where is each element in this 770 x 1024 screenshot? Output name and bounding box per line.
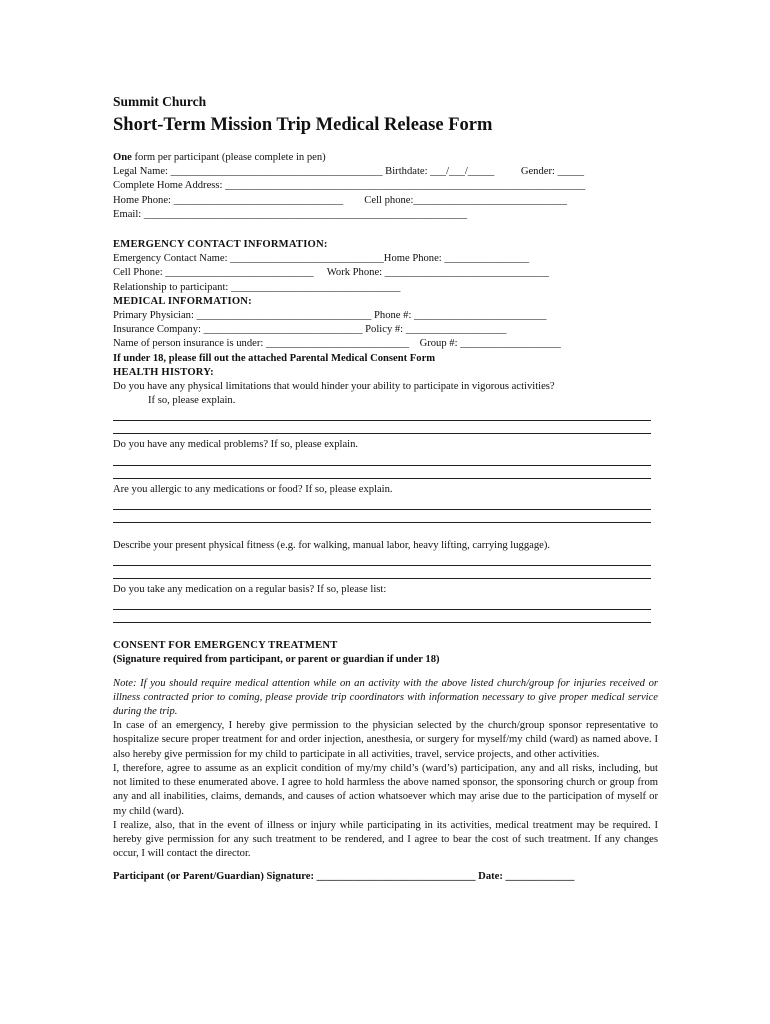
answer-line[interactable] [113,597,651,610]
answer-line[interactable] [113,510,651,523]
answer-line[interactable] [113,497,651,510]
form-title: Short-Term Mission Trip Medical Release Form [113,115,493,135]
answer-line[interactable] [113,408,651,421]
question-fitness: Describe your present physical fitness (e.g. for walking, manual labor, heavy lifting, carrying luggage). [113,539,551,551]
physician-field[interactable]: Primary Physician: _________________________________ Phone #: _________________________ [113,310,547,322]
signature-field[interactable]: Participant (or Parent/Guardian) Signature: ______________________________ Date: _____________ [113,871,575,883]
insurance-field[interactable]: Insurance Company: ______________________________ Policy #: ___________________ [113,324,507,336]
org-name: Summit Church [113,94,207,109]
consent-note: Note: If you should require medical attention while on an activity with the above listed church/group for injuries received or illness contracted prior to coming, please provide trip coordinators with information necessary to give proper medical service during the trip. [113,677,658,718]
medical-release-form [113,93,658,885]
question-medication: Do you take any medication on a regular basis? If so, please list: [113,584,387,596]
question-medical-problems: Do you have any medical problems? If so, please explain. [113,439,359,451]
intro-bold: One [113,152,132,163]
answer-line[interactable] [113,553,651,566]
intro-line [113,151,658,165]
intro-rest: form per participant (please complete in pen) [131,152,326,163]
relationship-field[interactable]: Relationship to participant: ________________________________ [113,281,401,293]
question-limitations: Do you have any physical limitations that would hinder your ability to participate in vigorous activities? [113,381,555,393]
email-field[interactable]: Email: _____________________________________________________________ [113,208,468,220]
answer-line[interactable] [113,421,651,434]
answer-line[interactable] [113,566,651,579]
legal-name-field[interactable]: Legal Name: ________________________________________ Birthdate: ___/___/_____ Gender: _____ [113,166,585,178]
answer-line[interactable] [113,453,651,466]
address-field[interactable]: Complete Home Address: ____________________________________________________________________ [113,180,586,192]
insured-name-field[interactable]: Name of person insurance is under: ___________________________ Group #: ___________________ [113,338,561,350]
consent-paragraph-permission: In case of an emergency, I hereby give permission to the physician selected by the church/group sponsor representative to hospitalize secure proper treatment for and order injection, anesthesia, or surgery for myself/my child (ward) as named above. I also hereby give permission for my child to participate in all activities, travel, service projects, and other activities. [113,720,658,760]
answer-line[interactable] [113,610,651,623]
consent-paragraph-treatment: I realize, also, that in the event of illness or injury while participating in its activities, medical treatment may be required. I hereby give permission for any such treatment to be rendered, and I agree to bear the cost of such treatment. If any changes occur, I will contact the director. [113,819,658,860]
question-allergies: Are you allergic to any medications or food? If so, please explain. [113,483,393,495]
emergency-heading: EMERGENCY CONTACT INFORMATION: [113,239,328,251]
history-heading: HEALTH HISTORY: [113,366,214,378]
cell-phone-field[interactable]: Cell Phone: ____________________________ Work Phone: _______________________________ [113,267,549,279]
emergency-contact-field[interactable]: Emergency Contact Name: _____________________________Home Phone: ________________ [113,253,530,265]
question-limitations-followup: If so, please explain. [148,395,236,407]
under18-note: If under 18, please fill out the attached Parental Medical Consent Form [113,352,436,364]
answer-line[interactable] [113,466,651,479]
home-phone-field[interactable]: Home Phone: ________________________________ Cell phone:_____________________________ [113,194,568,206]
consent-paragraph-risks: I, therefore, agree to assume as an explicit condition of my/my child’s (ward’s) participation, any and all risks, including, but not limited to these enumerated above. I agree to hold harmless the above named sponsor, the sponsoring church or group from any and all inabilities, claims, demands, and causes of action whatsoever which may arise due to the participation of myself or my child (ward). [113,762,658,817]
consent-subheading: (Signature required from participant, or parent or guardian if under 18) [113,654,440,666]
consent-heading: CONSENT FOR EMERGENCY TREATMENT [113,640,338,652]
medical-heading: MEDICAL INFORMATION: [113,295,252,307]
